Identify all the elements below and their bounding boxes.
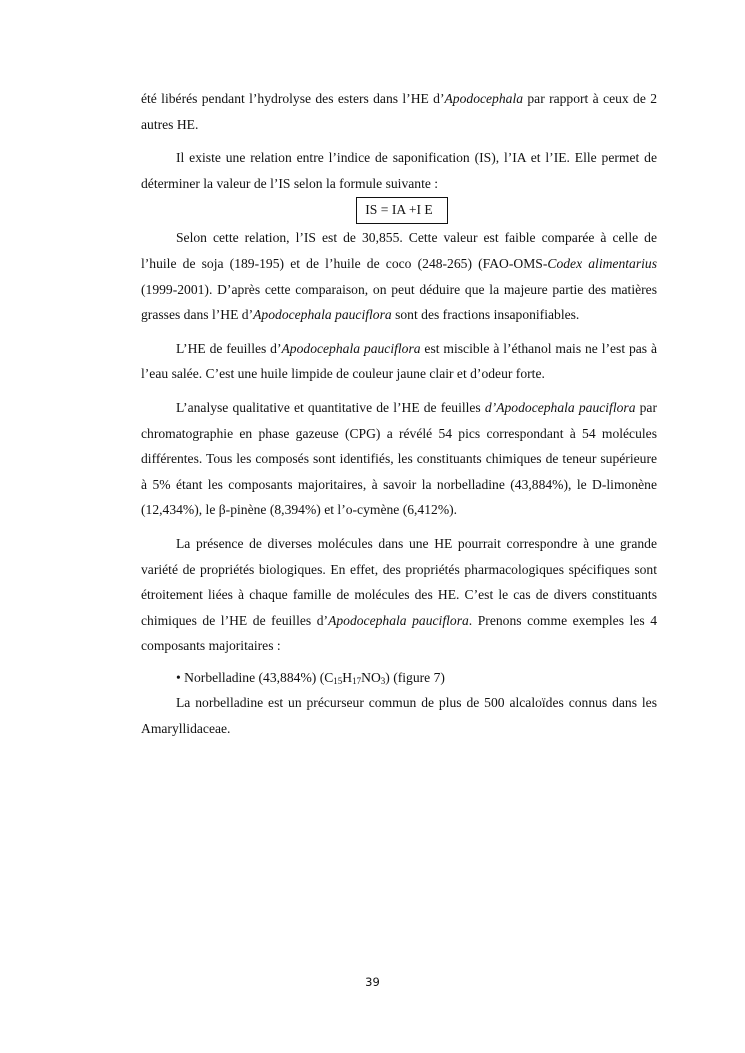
italic-species: Apodocephala pauciflora — [253, 307, 392, 323]
text-span: L’HE de feuilles d’ — [176, 340, 282, 356]
paragraph-3 — [141, 225, 657, 327]
subscript: 15 — [333, 675, 343, 686]
text-span: est miscible à l’éthanol mais ne l’est pas à l’eau salée. C’est une huile limpide de couleur jaune clair et d’odeur forte. — [141, 340, 657, 382]
formula-box: IS = IA +I E — [356, 197, 447, 224]
italic-species: Apodocephala — [444, 91, 524, 106]
italic-species: Apodocephala pauciflora — [328, 612, 469, 628]
paragraph-2: Il existe une relation entre l’indice de saponification (IS), l’IA et l’IE. Elle permet de déterminer la valeur de l’IS selon la formule suivante : — [141, 150, 657, 191]
subscript: 17 — [352, 675, 362, 686]
paragraph-7: La norbelladine est un précurseur commun de plus de 500 alcaloïdes connus dans les Amaryllidaceae. — [141, 695, 657, 737]
paragraph-1 — [141, 86, 657, 137]
text-span: Norbelladine (43,884%) (C — [184, 669, 334, 685]
bullet-item-norbelladine — [141, 665, 657, 691]
text-span: par rapport à ceux de 2 autres HE. — [141, 91, 658, 132]
paragraph-6 — [141, 531, 657, 659]
paragraph-4 — [141, 336, 657, 387]
text-span: (1999-2001). D’après cette comparaison, on peut déduire que la majeure partie des matières grasses dans l’HE d’ — [141, 281, 657, 323]
text-span: sont des fractions insaponifiables. — [391, 307, 580, 323]
text-span: H — [342, 669, 353, 685]
paragraph-5 — [141, 395, 657, 523]
text-span: ) (figure 7) — [385, 669, 445, 685]
document-body — [141, 86, 657, 742]
text-span: Selon cette relation, l’IS est de 30,855. Cette valeur est faible comparée à celle de l’huile de soja (189-195) et de l’huile de coco (248-265) (FAO-OMS- — [141, 230, 657, 271]
text-span: L’analyse qualitative et quantitative de l’HE de feuilles — [176, 399, 485, 415]
formula-container — [141, 197, 657, 225]
italic-reference: Codex alimentarius — [547, 255, 657, 271]
bullet-icon: • — [176, 669, 181, 685]
text-span: par chromatographie en phase gazeuse (CPG) a révélé 54 pics correspondant à 54 molécules différentes. Tous les composés sont identifiés, les constituants chimiques de teneur supérieure à 5% étant les composants majoritaires, à savoir la norbelladine (43,884%), le D-limonène (12,434%), le β-pinène (8,394%) et l’o-cymène (6,412%). — [141, 399, 657, 518]
subscript: 3 — [380, 675, 386, 686]
page-number: 39 — [365, 975, 380, 989]
text-span: NO — [361, 669, 381, 685]
italic-species: d’Apodocephala pauciflora — [484, 399, 636, 415]
text-span: . Prenons comme exemples les 4 composants majoritaires : — [141, 612, 657, 654]
italic-species: Apodocephala pauciflora — [281, 340, 421, 356]
text-span: La présence de diverses molécules dans une HE pourrait correspondre à une grande variété de propriétés biologiques. En effet, des propriétés pharmacologiques spécifiques sont étroitement liées à chaque famille de molécules des HE. C’est le cas de divers constituants chimiques de l’HE de feuilles d’ — [141, 535, 657, 628]
text-span: été libérés pendant l’hydrolyse des esters dans l’HE d’ — [141, 91, 445, 106]
